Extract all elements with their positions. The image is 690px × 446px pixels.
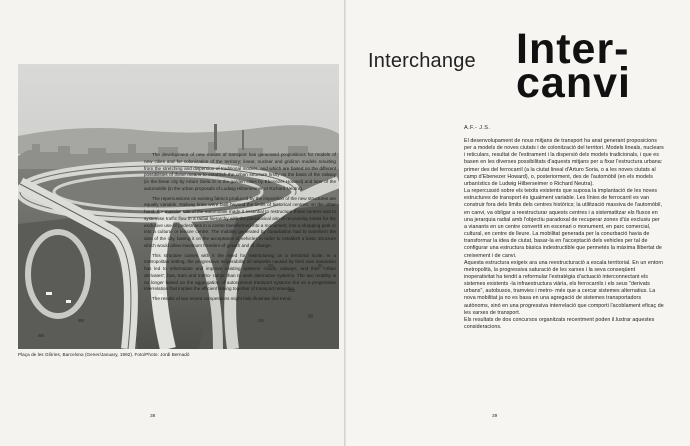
author-byline: A.F.- J.S. xyxy=(464,125,491,131)
right-page xyxy=(346,0,690,446)
body-paragraph: The development of new means of transport has generated propositions for models of new cities and for colonization of the territory; linear, nuclear and gridiron models resulting from the stretching and dispersion of traditional models, and which are based on the different possibilities of these means to establish the urban structure firstly on the basis of the railway (in the linear city by Arturo Soria or in the garden cities by Ebenezer Howard) and later of the automobile (in the urban proposals of Ludwig Hilbersеimer or Richard Neutra). xyxy=(144,152,336,191)
body-paragraph: Els resultats de dos concursos organitzats recentment poden il.lustrar aquestes consideracions. xyxy=(464,316,655,331)
catalan-text-column xyxy=(464,138,664,331)
body-paragraph: The repercussions on existing fabrics produced by the imposition of the new structures are equally variable. Railway lines were built beyond the limits of historical centres; on the other hand, the massive use of the automobile made it essential to restructure these centres and to systemise traffic flow in a radial hierarchy with the paradoxical aim of recovering zones for the exclusive use of pedestrians in a centre transformed into a monument, into a shopping park or into a cultural or leisure centre. The mobility generated by conurbation had to transform the idea of the city, basing it on the acceptance of vehicles in order to establish a basic structure which would allow maximum freedom of growth and of change. xyxy=(144,195,336,248)
page-number: 39 xyxy=(492,414,498,419)
body-paragraph: La repercussió sobre els teixits existents que suposa la implantació de les noves estructures de transport és igualment variable. Les línies de ferrocarril es van construir fora dels límits dels centres històrics; la utilització massiva de l'automòbil, en canvi, va obligar a reestructurar aquests centres i a sistematitzar els fluxos en una jerarquia radial amb l'objectiu paradoxal de recuperar zones d'ús exclusiu per a vianants en un centre convertit en escenari o monument, en parc comercial, cultural, en centre de lleure. La mobilitat generada per la conurbació havia de transformar la idea de ciutat, basar-la en l'acceptació dels vehicles per tal de configurar una estructura bàsica indestructible que permetés la màxima llibertat de creixement i de canvi. xyxy=(464,188,662,259)
body-paragraph: This structure comes with it the need for restructuring on a territorial scale. In a metropolitan setting, the progressive inoperability of networks caused by their own saturation has led to reformulate and improve existing systems -roads, railways, and their "urban derivates", bus, tram and metro- rather than to seek alternative systems. The two mobility is no longer based on the aggregation of autonomous transport systems but on a progressive interrelation that implies the efficient linking together of transport networks. xyxy=(144,252,336,292)
photo-caption: Plaça de les Glòries, Barcelona (Gener/January, 1992). Foto/Photo: Jordi Bernadó xyxy=(18,352,190,357)
page-number: 38 xyxy=(150,414,156,419)
body-paragraph: The results of two recent competitions might help illustrate this trend. xyxy=(152,296,292,301)
title-catalan xyxy=(516,25,631,107)
english-text-column xyxy=(144,152,336,306)
title-catalan-line1: Inter- xyxy=(516,25,630,73)
body-paragraph: El desenvolupament de nous mitjans de transport ha anat generant proposicions per a models de noves ciutats i de colonització del territori. Models lineals, nuclears i reticulars, resultat de l'estirament i la dispersió dels models tradicionals, i que es basen en les diverses possibilitats d'aquests mitjans per a fixar l'estructura urbana: primer des del ferrocarril (a la ciutat lineal d'Arturo Soria, o a les noves ciutats al camp d'Ebenezer Howard), o, posteriorment, des de l'automòbil (en els models urbanístics de Ludwig Hilbersеimer o Richard Neutra). xyxy=(464,138,664,187)
title-english: Interchange xyxy=(368,50,476,72)
body-paragraph: Aquesta estructura exigeix ara una reestructuració a escala territorial. En un entorn metropolità, la progressiva saturació de les xarxes i la seva conseqüent inoperativitat ha tendit a reformular l'estratègia d'actuació interconnectant els sistemes existents -la infraestructura viària, els ferrocarrils i els seus "derivats urbans", autobusos, tramvies i metro- més que a cercar sistemes alternatius. La nova mobilitat ja no es basa en una agregació de sistemes transportadors autònoms, sinó en una progressiva interrelació que comporti l'acoblament eficaç de les xarxes de transport. xyxy=(464,259,664,316)
title-catalan-line2: canvi xyxy=(516,59,631,107)
left-page xyxy=(0,0,344,446)
